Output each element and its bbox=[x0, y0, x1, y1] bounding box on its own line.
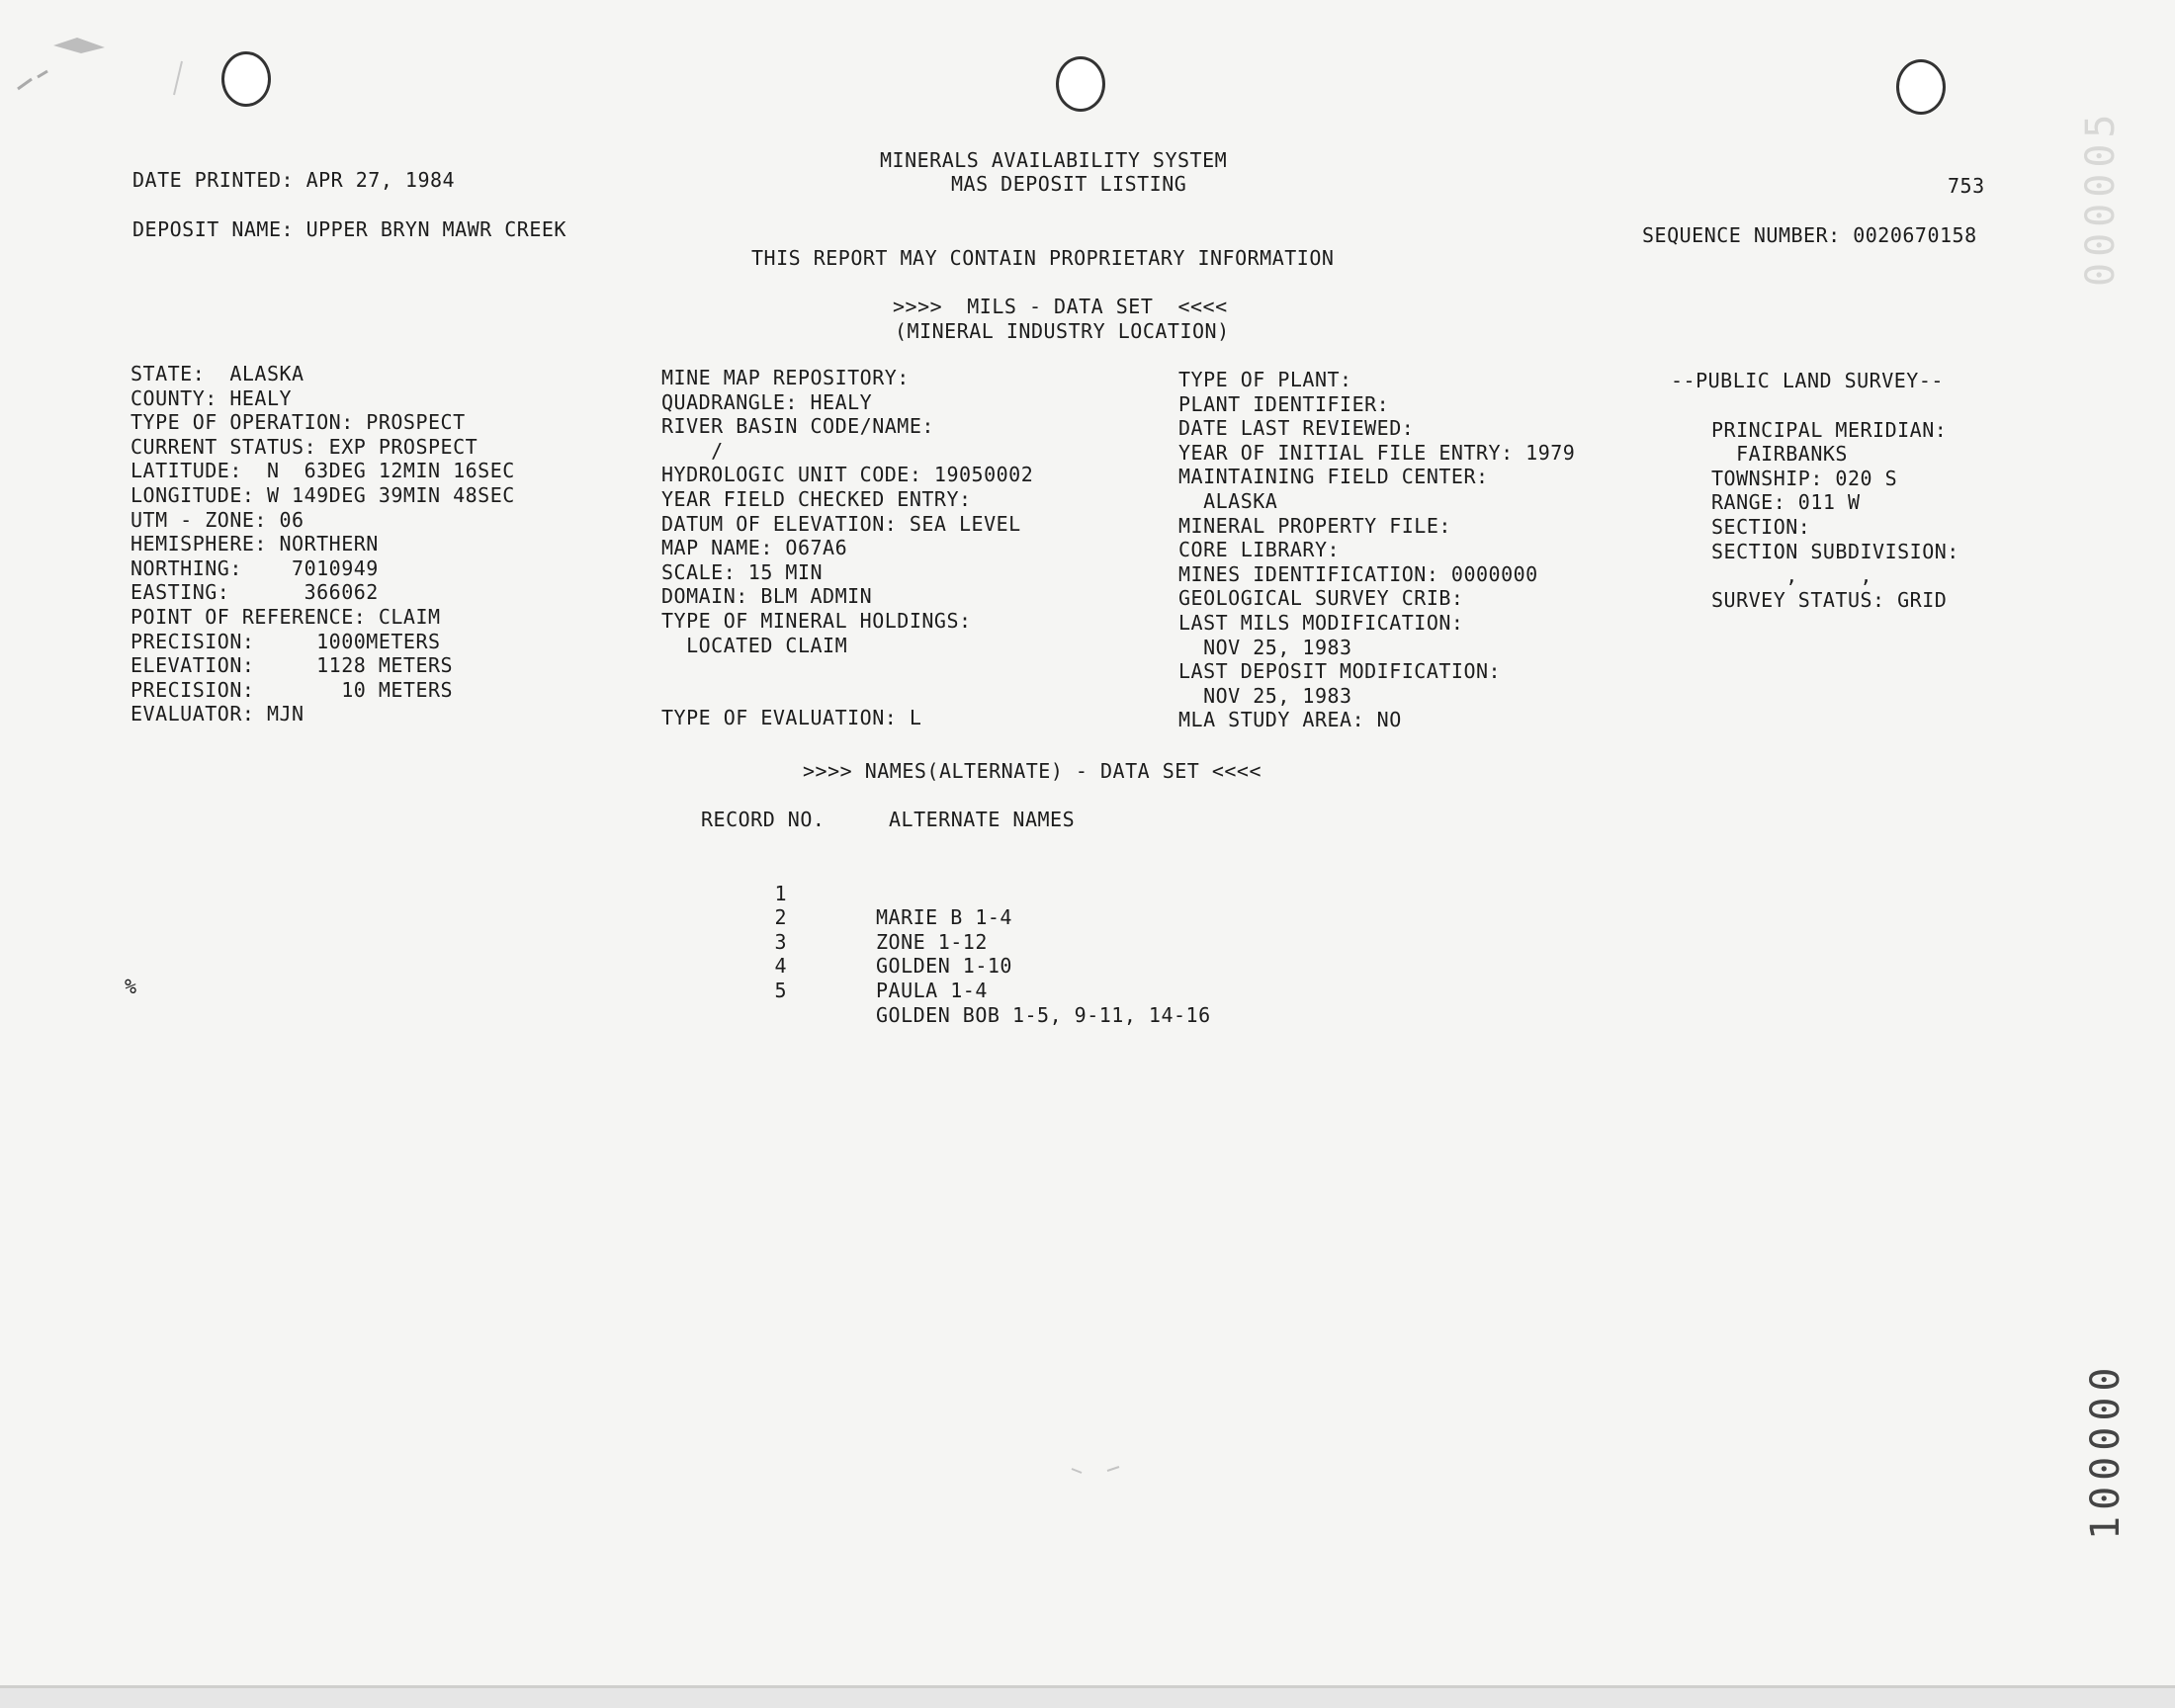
field-line: TYPE OF MINERAL HOLDINGS: bbox=[661, 608, 972, 633]
alternate-name: PAULA 1-4 bbox=[876, 978, 988, 1002]
stamp-number: 100000 bbox=[2083, 1361, 2129, 1540]
field-line: SURVEY STATUS: GRID bbox=[1711, 587, 1948, 612]
dataset-subtitle: (MINERAL INDUSTRY LOCATION) bbox=[895, 319, 1230, 343]
system-title: MINERALS AVAILABILITY SYSTEM bbox=[880, 148, 1228, 172]
field-line: YEAR FIELD CHECKED ENTRY: bbox=[661, 486, 972, 511]
field-line: TYPE OF PLANT: bbox=[1178, 368, 1352, 391]
names-dataset-title: >>>> NAMES(ALTERNATE) - DATA SET <<<< bbox=[803, 759, 1262, 783]
field-line: MINERAL PROPERTY FILE: bbox=[1178, 513, 1451, 538]
location-column bbox=[130, 362, 515, 726]
dataset-title: >>>> MILS - DATA SET <<<< bbox=[893, 295, 1228, 318]
field-line: HYDROLOGIC UNIT CODE: 19050002 bbox=[661, 463, 1034, 487]
field-line: DATUM OF ELEVATION: SEA LEVEL bbox=[661, 511, 1021, 536]
field-line: LONGITUDE: W 149DEG 39MIN 48SEC bbox=[130, 482, 515, 507]
field-line: PRECISION: 1000METERS bbox=[130, 629, 441, 653]
field-line: STATE: ALASKA bbox=[130, 362, 304, 385]
field-line: TOWNSHIP: 020 S bbox=[1711, 466, 1898, 490]
field-line: MAP NAME: O67A6 bbox=[661, 536, 848, 560]
field-line: EVALUATOR: MJN bbox=[130, 702, 304, 726]
field-line: LOCATED CLAIM bbox=[661, 633, 848, 657]
field-line: SECTION: bbox=[1711, 514, 1811, 539]
field-line: DOMAIN: BLM ADMIN bbox=[661, 584, 873, 609]
field-line bbox=[661, 657, 1033, 682]
record-number: 1 bbox=[774, 881, 787, 905]
listing-title: MAS DEPOSIT LISTING bbox=[951, 172, 1187, 196]
punch-hole-center bbox=[1056, 56, 1105, 112]
alternate-names-list bbox=[757, 857, 1211, 1027]
field-line: FAIRBANKS bbox=[1711, 442, 1848, 467]
field-line: / bbox=[661, 438, 724, 463]
public-land-survey-heading: --PUBLIC LAND SURVEY-- bbox=[1671, 369, 1944, 392]
field-line: SCALE: 15 MIN bbox=[661, 559, 824, 584]
field-line: MINE MAP REPOSITORY: bbox=[661, 366, 910, 389]
page-number: 753 bbox=[1948, 174, 1985, 198]
record-number: 3 bbox=[774, 929, 787, 954]
field-line: UTM - ZONE: 06 bbox=[130, 507, 304, 532]
punch-hole-left bbox=[221, 51, 271, 107]
field-line: EASTING: 366062 bbox=[130, 580, 379, 605]
map-column bbox=[661, 366, 1033, 730]
field-line: POINT OF REFERENCE: CLAIM bbox=[130, 604, 441, 629]
field-line: NOV 25, 1983 bbox=[1178, 635, 1352, 659]
list-item bbox=[757, 857, 1012, 930]
field-line: PLANT IDENTIFIER: bbox=[1178, 391, 1390, 416]
field-line: SECTION SUBDIVISION: bbox=[1711, 539, 1959, 563]
faint-stamp-number: 000005 bbox=[2078, 108, 2124, 287]
field-line bbox=[1711, 393, 1959, 418]
proprietary-notice: THIS REPORT MAY CONTAIN PROPRIETARY INFORMATION bbox=[751, 246, 1335, 270]
field-line: NOV 25, 1983 bbox=[1178, 683, 1352, 708]
record-no-header: RECORD NO. bbox=[701, 808, 826, 831]
field-line: RANGE: 011 W bbox=[1711, 490, 1861, 515]
field-line: LAST MILS MODIFICATION: bbox=[1178, 610, 1464, 635]
field-line: QUADRANGLE: HEALY bbox=[661, 389, 873, 414]
field-line: , , bbox=[1711, 563, 1873, 588]
field-line: LAST DEPOSIT MODIFICATION: bbox=[1178, 659, 1502, 684]
date-printed: DATE PRINTED: APR 27, 1984 bbox=[132, 168, 456, 192]
field-line: MAINTAINING FIELD CENTER: bbox=[1178, 465, 1489, 489]
field-line: LATITUDE: N 63DEG 12MIN 16SEC bbox=[130, 459, 515, 483]
field-line: YEAR OF INITIAL FILE ENTRY: 1979 bbox=[1178, 440, 1576, 465]
record-number: 5 bbox=[774, 978, 787, 1002]
scan-speck bbox=[1068, 1463, 1127, 1483]
scan-artifact bbox=[8, 28, 117, 117]
record-number: 4 bbox=[774, 954, 787, 979]
record-number: 2 bbox=[774, 905, 787, 930]
alternate-name: GOLDEN 1-10 bbox=[876, 954, 1012, 979]
field-line: PRECISION: 10 METERS bbox=[130, 677, 454, 702]
punch-hole-right bbox=[1896, 59, 1946, 115]
footer-mark: % bbox=[125, 975, 137, 998]
alternate-names-header: ALTERNATE NAMES bbox=[889, 808, 1076, 831]
field-line: RIVER BASIN CODE/NAME: bbox=[661, 414, 934, 439]
field-line: CORE LIBRARY: bbox=[1178, 538, 1341, 562]
field-line bbox=[661, 682, 1033, 707]
alternate-name: GOLDEN BOB 1-5, 9-11, 14-16 bbox=[876, 1002, 1211, 1027]
alternate-name: ZONE 1-12 bbox=[876, 929, 988, 954]
deposit-name: DEPOSIT NAME: UPPER BRYN MAWR CREEK bbox=[132, 217, 566, 241]
field-line: ELEVATION: 1128 METERS bbox=[130, 653, 454, 678]
land-survey-column bbox=[1711, 393, 1959, 612]
scan-line bbox=[168, 59, 188, 99]
plant-column bbox=[1178, 368, 1575, 732]
field-line: ALASKA bbox=[1178, 488, 1278, 513]
field-line: GEOLOGICAL SURVEY CRIB: bbox=[1178, 586, 1464, 611]
field-line: MINES IDENTIFICATION: 0000000 bbox=[1178, 561, 1538, 586]
field-line: COUNTY: HEALY bbox=[130, 385, 293, 410]
field-line: CURRENT STATUS: EXP PROSPECT bbox=[130, 434, 478, 459]
field-line: TYPE OF EVALUATION: L bbox=[661, 706, 922, 730]
sequence-number: SEQUENCE NUMBER: 0020670158 bbox=[1642, 223, 1977, 247]
field-line: NORTHING: 7010949 bbox=[130, 555, 379, 580]
field-line: DATE LAST REVIEWED: bbox=[1178, 416, 1415, 441]
field-line: MLA STUDY AREA: NO bbox=[1178, 708, 1402, 732]
field-line: HEMISPHERE: NORTHERN bbox=[130, 532, 379, 556]
alternate-name: MARIE B 1-4 bbox=[876, 905, 1012, 930]
field-line: PRINCIPAL MERIDIAN: bbox=[1711, 417, 1948, 442]
field-line: TYPE OF OPERATION: PROSPECT bbox=[130, 410, 466, 435]
